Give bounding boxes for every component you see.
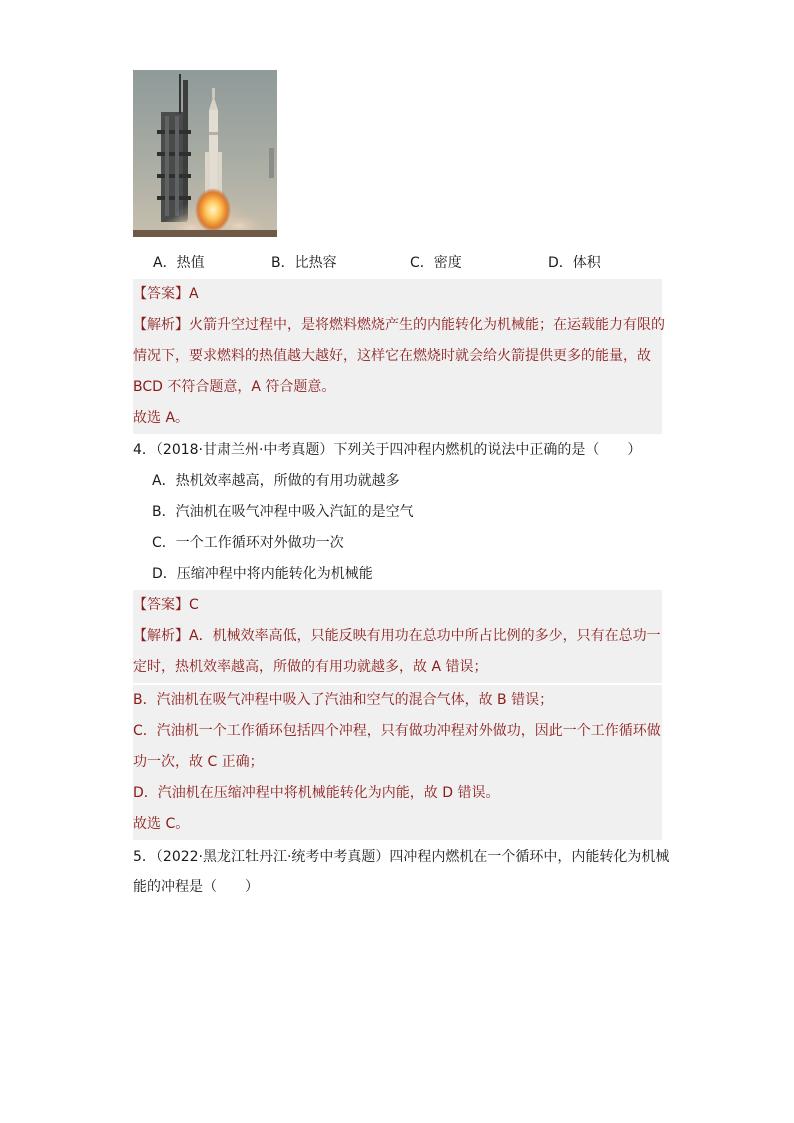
- analysis-text: A．机械效率高低，只能反映有用功在总功中所占比例的多少，只有在总功一: [189, 628, 661, 644]
- analysis-text: 火箭升空过程中，是将燃料燃烧产生的内能转化为机械能；在运载能力有限的: [189, 317, 665, 333]
- q3-option-a: A．热值: [153, 255, 205, 271]
- analysis-tag: 【解析】: [133, 628, 189, 644]
- q4-option-c: C．一个工作循环对外做功一次: [152, 535, 344, 551]
- q3-answer-line: [133, 279, 662, 310]
- q5-stem-line: 能的冲程是（ ）: [133, 879, 259, 895]
- q4-option-a: A．热机效率越高，所做的有用功就越多: [152, 473, 400, 489]
- q3-option-b: B．比热容: [271, 255, 337, 271]
- rocket-launch-image: [133, 70, 277, 237]
- q3-analysis-line: [133, 310, 665, 341]
- q4-analysis-line: 功一次，故 C 正确；: [133, 747, 662, 778]
- q4-analysis-line: B．汽油机在吸气冲程中吸入了汽油和空气的混合气体，故 B 错误；: [133, 685, 662, 716]
- q4-analysis-line: 定时，热机效率越高，所做的有用功就越多，故 A 错误；: [133, 652, 662, 683]
- answer-value: C: [189, 597, 199, 613]
- q3-analysis-line: BCD 不符合题意，A 符合题意。: [133, 372, 662, 403]
- q3-option-c: C．密度: [410, 255, 462, 271]
- q4-analysis-line: [133, 621, 662, 652]
- q3-options: [133, 249, 662, 277]
- q4-answer-line: [133, 590, 662, 621]
- answer-tag: 【答案】: [133, 286, 189, 302]
- answer-value: A: [189, 286, 199, 302]
- q3-analysis-line: 情况下，要求燃料的热值越大越好，这样它在燃烧时就会给火箭提供更多的能量，故: [133, 341, 662, 372]
- q4-stem: 4．（2018·甘肃兰州·中考真题）下列关于四冲程内燃机的说法中正确的是（ ）: [133, 442, 642, 458]
- analysis-tag: 【解析】: [133, 317, 189, 333]
- q3-analysis-line: 故选 A。: [133, 403, 662, 434]
- q4-analysis-line: C．汽油机一个工作循环包括四个冲程，只有做功冲程对外做功，因此一个工作循环做: [133, 716, 662, 747]
- q5-stem-line: 5．（2022·黑龙江牡丹江·统考中考真题）四冲程内燃机在一个循环中，内能转化为机械: [133, 849, 670, 865]
- q3-option-d: D．体积: [548, 255, 601, 271]
- q4-option-d: D．压缩冲程中将内能转化为机械能: [152, 566, 373, 582]
- answer-tag: 【答案】: [133, 597, 189, 613]
- q4-analysis-line: D．汽油机在压缩冲程中将机械能转化为内能，故 D 错误。: [133, 778, 662, 809]
- q4-analysis-line: 故选 C。: [133, 809, 662, 840]
- q4-option-b: B．汽油机在吸气冲程中吸入汽缸的是空气: [152, 504, 414, 520]
- rocket-launch-illustration: [133, 70, 277, 237]
